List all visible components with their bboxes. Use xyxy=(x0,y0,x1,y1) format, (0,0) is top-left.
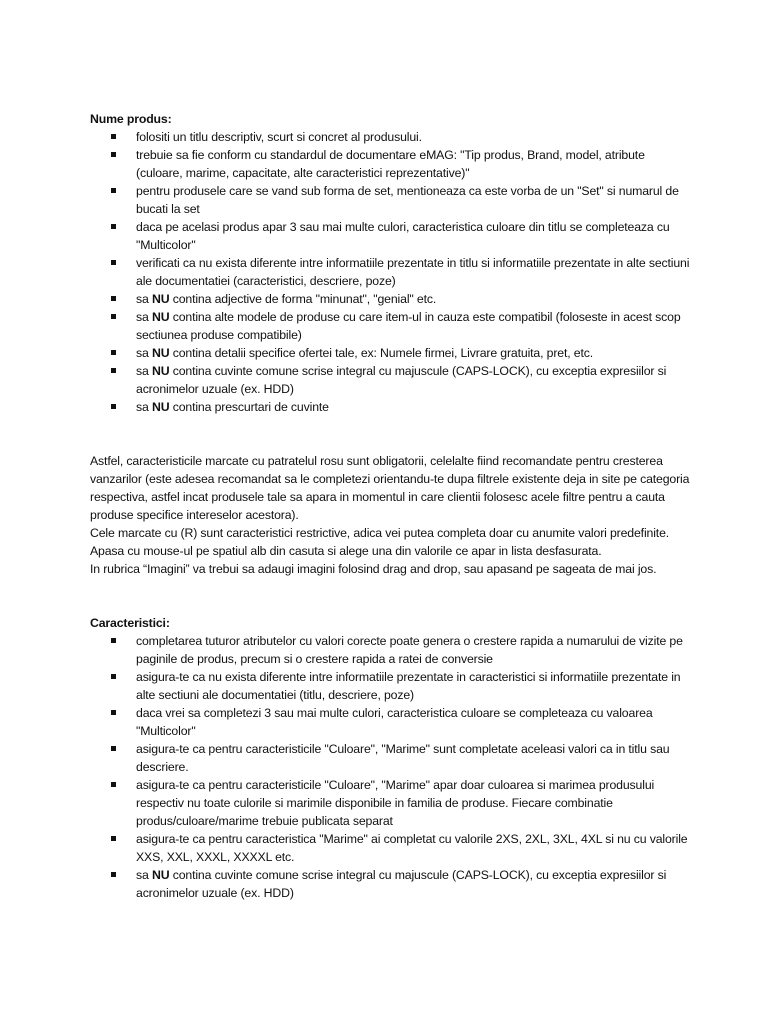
square-bullet-icon xyxy=(111,674,116,679)
list-item: folositi un titlu descriptiv, scurt si concret al produsului. xyxy=(136,128,690,146)
list-item: sa NU contina cuvinte comune scrise integral cu majuscule (CAPS-LOCK), cu exceptia expresiilor si acronimelor uzuale (ex. HDD) xyxy=(136,866,690,902)
square-bullet-icon xyxy=(111,710,116,715)
square-bullet-icon xyxy=(111,260,116,265)
square-bullet-icon xyxy=(111,872,116,877)
list-item: daca pe acelasi produs apar 3 sau mai multe culori, caracteristica culoare din titlu se completeaza cu "Multicolor" xyxy=(136,218,690,254)
document-body xyxy=(90,110,690,902)
square-bullet-icon xyxy=(111,782,116,787)
list-item: pentru produsele care se vand sub forma de set, mentioneaza ca este vorba de un "Set" si numarul de bucati la set xyxy=(136,182,690,218)
list-item: sa NU contina detalii specifice ofertei tale, ex: Numele firmei, Livrare gratuita, pret, etc. xyxy=(136,344,690,362)
list-item: asigura-te ca pentru caracteristicile "Culoare", "Marime" sunt completate aceleasi valori ca in titlu sau descriere. xyxy=(136,740,690,776)
list-item: completarea tuturor atributelor cu valori corecte poate genera o crestere rapida a numarului de vizite pe paginile de produs, precum si o crestere rapida a ratei de conversie xyxy=(136,632,690,668)
square-bullet-icon xyxy=(111,224,116,229)
square-bullet-icon xyxy=(111,638,116,643)
square-bullet-icon xyxy=(111,152,116,157)
list-item: sa NU contina cuvinte comune scrise integral cu majuscule (CAPS-LOCK), cu exceptia expresiilor si acronimelor uzuale (ex. HDD) xyxy=(136,362,690,398)
square-bullet-icon xyxy=(111,188,116,193)
square-bullet-icon xyxy=(111,296,116,301)
list-item: asigura-te ca pentru caracteristicile "Culoare", "Marime" apar doar culoarea si marimea produsului respectiv nu toate culorile si marimile disponibile in familia de produse. Fiecare combinatie produs/culoare/marime trebuie publicata separat xyxy=(136,776,690,830)
spacer xyxy=(90,416,690,452)
list-item: trebuie sa fie conform cu standardul de documentare eMAG: "Tip produs, Brand, model, atribute (culoare, marime, capacitate, alte caracteristici reprezentative)" xyxy=(136,146,690,182)
square-bullet-icon xyxy=(111,404,116,409)
list-item: daca vrei sa completezi 3 sau mai multe culori, caracteristica culoare se completeaza cu valoarea "Multicolor" xyxy=(136,704,690,740)
section-heading-nume-produs: Nume produs: xyxy=(90,112,172,126)
list-item: sa NU contina prescurtari de cuvinte xyxy=(136,398,690,416)
section-heading-caracteristici: Caracteristici: xyxy=(90,616,170,630)
nume-produs-list xyxy=(90,128,690,416)
square-bullet-icon xyxy=(111,350,116,355)
square-bullet-icon xyxy=(111,746,116,751)
paragraph-obligatorii: Astfel, caracteristicile marcate cu patratelul rosu sunt obligatorii, celelalte fiind recomandate pentru cresterea vanzarilor (este adesea recomandat sa le completezi orientandu-te dupa filtrele existente deja in site pe categoria respectiva, astfel incat produsele tale sa apara in momentul in care clientii folosesc acele filtre pentru a cauta produse specifice intereselor acestora). xyxy=(90,454,690,522)
paragraph-imagini: In rubrica “Imagini” va trebui sa adaugi imagini folosind drag and drop, sau apasand pe sageata de mai jos. xyxy=(90,562,657,576)
caracteristici-list xyxy=(90,632,690,902)
list-item: asigura-te ca nu exista diferente intre informatiile prezentate in caracteristici si informatiile prezentate in alte sectiuni ale documentatiei (titlu, descriere, poze) xyxy=(136,668,690,704)
list-item: sa NU contina alte modele de produse cu care item-ul in cauza este compatibil (foloseste in acest scop sectiunea produse compatibile) xyxy=(136,308,690,344)
list-item: verificati ca nu exista diferente intre informatiile prezentate in titlu si informatiile prezentate in alte sectiuni ale documentatiei (caracteristici, descriere, poze) xyxy=(136,254,690,290)
paragraph-restrictive: Cele marcate cu (R) sunt caracteristici restrictive, adica vei putea completa doar cu anumite valori predefinite. Apasa cu mouse-ul pe spatiul alb din casuta si alege una din valorile ce apar in lista desfasurata. xyxy=(90,526,670,558)
square-bullet-icon xyxy=(111,314,116,319)
square-bullet-icon xyxy=(111,368,116,373)
square-bullet-icon xyxy=(111,836,116,841)
square-bullet-icon xyxy=(111,134,116,139)
list-item: sa NU contina adjective de forma "minunat", "genial" etc. xyxy=(136,290,690,308)
list-item: asigura-te ca pentru caracteristica "Marime" ai completat cu valorile 2XS, 2XL, 3XL, 4XL si nu cu valorile XXS, XXL, XXXL, XXXXL etc. xyxy=(136,830,690,866)
spacer xyxy=(90,578,690,614)
